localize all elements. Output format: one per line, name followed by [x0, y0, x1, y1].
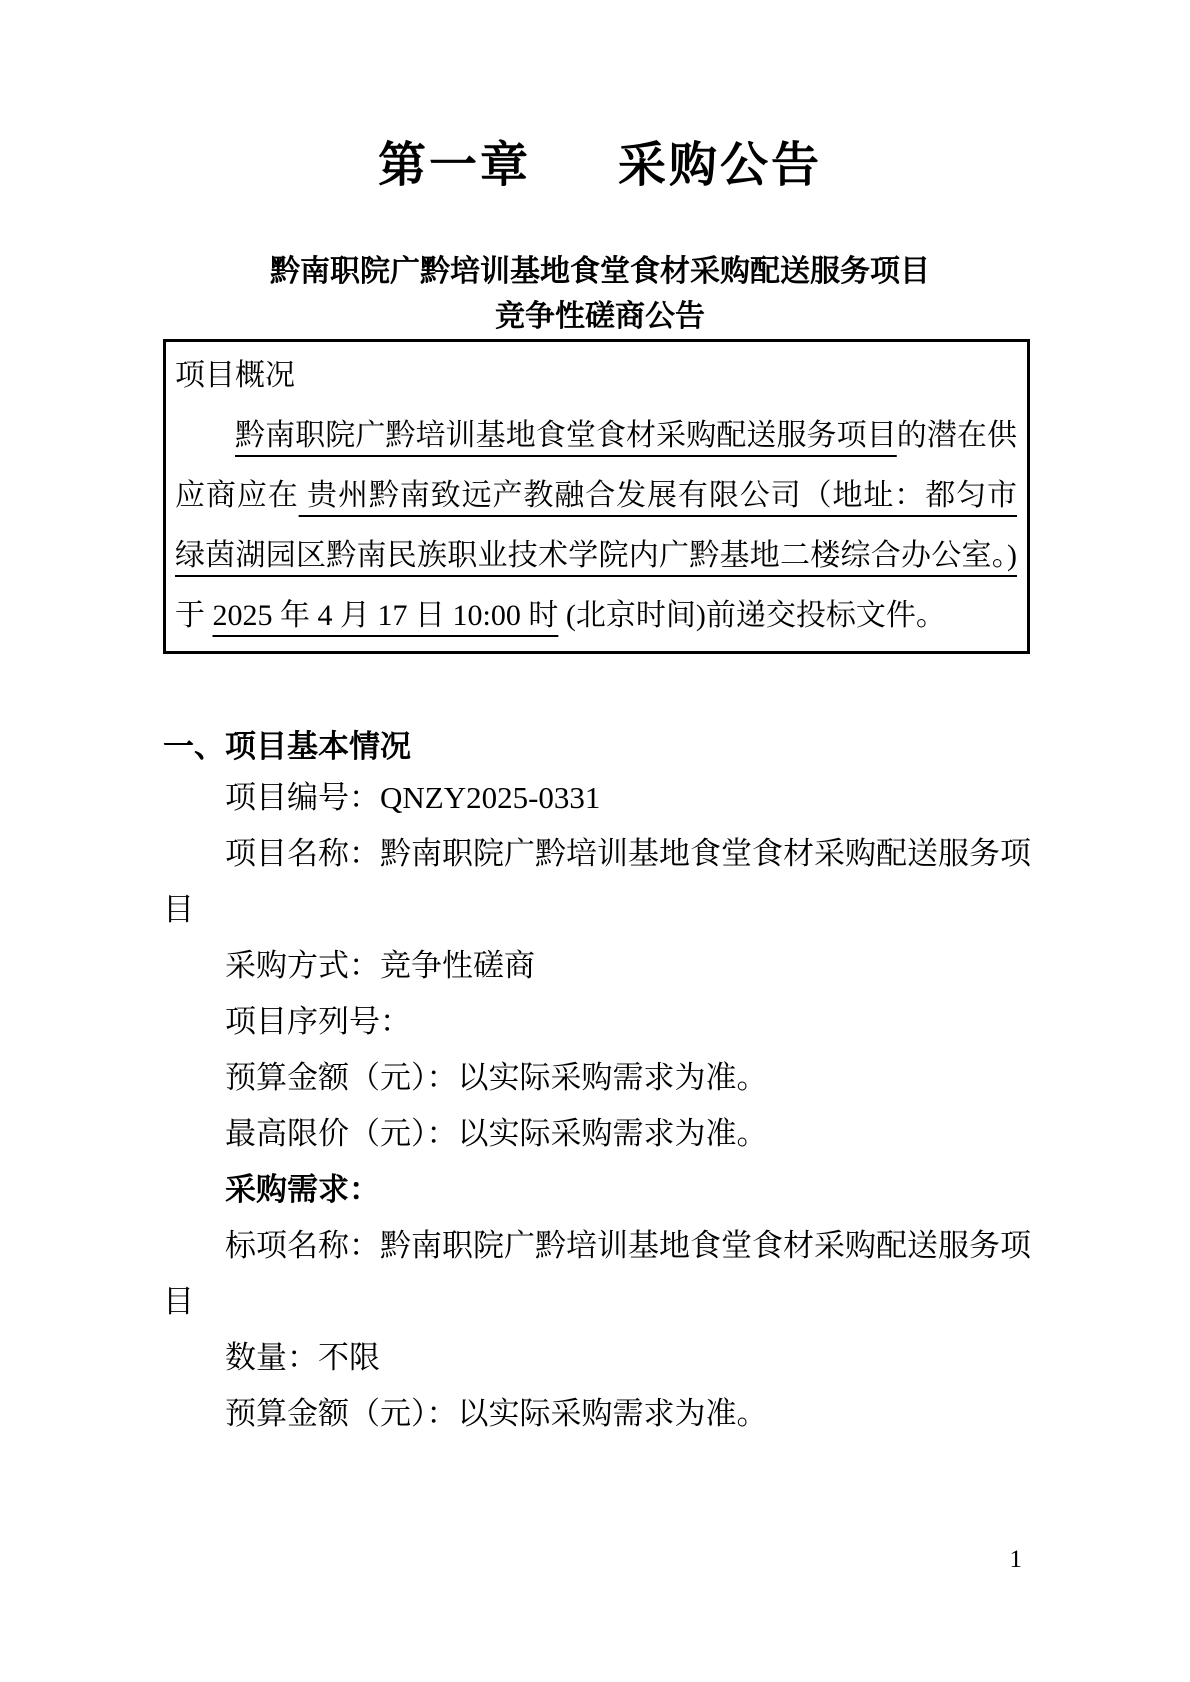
procurement-demand-line: 采购需求：	[225, 1172, 380, 1207]
overview-label: 项目概况	[175, 359, 295, 392]
section-heading-basic-info: 一、项目基本情况	[163, 729, 411, 764]
chapter-title-number: 第一章	[377, 139, 531, 192]
project-overview-box	[163, 339, 1030, 654]
chapter-title-text: 采购公告	[618, 139, 823, 192]
project-number-line: 项目编号：QNZY2025-0331	[225, 780, 601, 815]
bid-budget-line: 预算金额（元）：以实际采购需求为准。	[225, 1396, 768, 1431]
project-name-line: 项目名称：黔南职院广黔培训基地食堂食材采购配送服务项目	[163, 836, 1031, 927]
procurement-method-line: 采购方式：竞争性磋商	[225, 948, 535, 983]
overview-text-2: 于	[175, 599, 213, 632]
overview-text-3: (北京时间)前递交投标文件。	[558, 599, 946, 632]
project-title: 黔南职院广黔培训基地食堂食材采购配送服务项目	[270, 255, 930, 288]
basic-info-list	[163, 770, 1037, 1442]
bid-item-name-line: 标项名称：黔南职院广黔培训基地食堂食材采购配送服务项目	[163, 1228, 1031, 1319]
page-number: 1	[1009, 1546, 1022, 1573]
max-price-line: 最高限价（元）：以实际采购需求为准。	[225, 1116, 768, 1151]
quantity-line: 数量：不限	[225, 1340, 380, 1375]
overview-text-1: 的潜在供应商应在	[175, 419, 1018, 512]
overview-paragraph	[175, 406, 1017, 646]
overview-agent-address: 贵州黔南致远产教融合发展有限公司（地址：都匀市绿茵湖园区黔南民族职业技术学院内广黔基地二楼综合办公室。)	[175, 479, 1018, 572]
chapter-title	[163, 135, 1037, 197]
notice-type-subtitle: 竞争性磋商公告	[495, 300, 705, 333]
budget-amount-line: 预算金额（元）：以实际采购需求为准。	[225, 1060, 768, 1095]
overview-project-name: 黔南职院广黔培训基地食堂食材采购配送服务项目	[235, 419, 897, 452]
overview-deadline: 2025 年 4 月 17 日 10:00 时	[212, 599, 559, 632]
project-serial-line: 项目序列号：	[225, 1004, 411, 1039]
